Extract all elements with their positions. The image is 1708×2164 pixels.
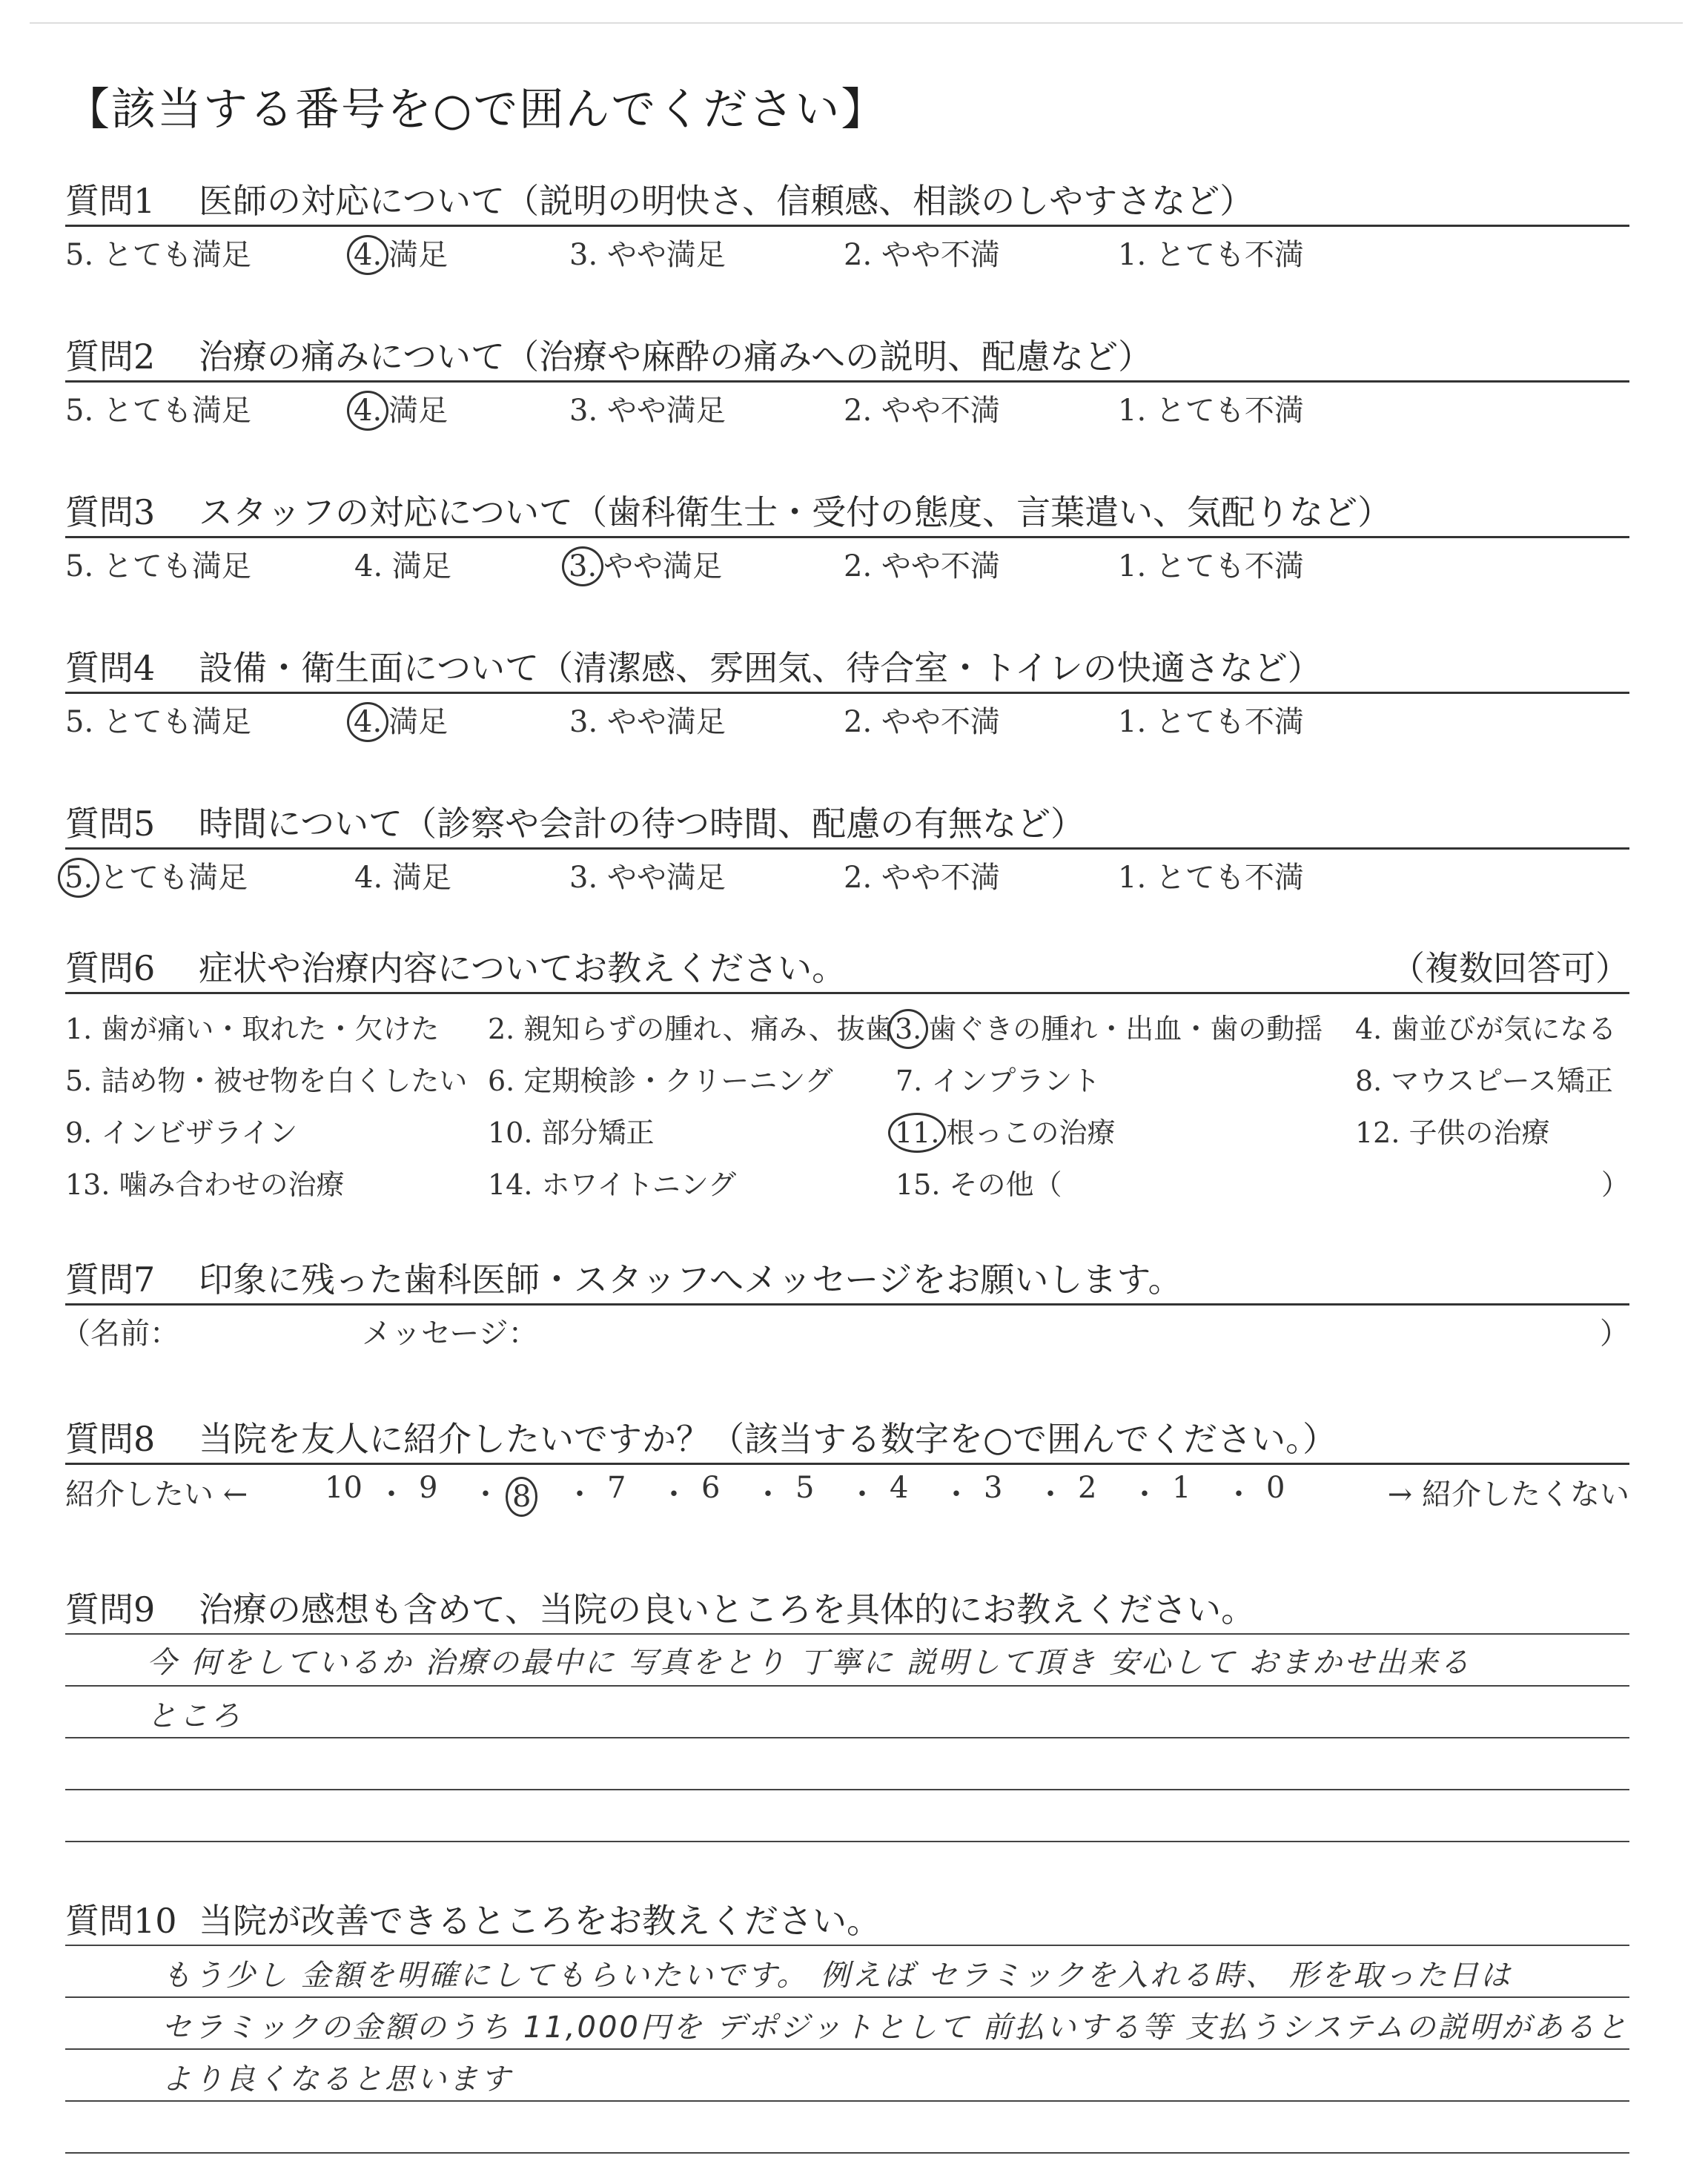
rating-option[interactable]: 2. やや不満 (844, 705, 1000, 739)
question-number: 質問6 (65, 948, 156, 988)
rating-options (65, 227, 1629, 271)
question-text: 当院が改善できるところをお教えください。 (199, 1901, 881, 1941)
scale-separator: ・ (753, 1478, 783, 1512)
rule (65, 2048, 1629, 2050)
question-number: 質問2 (65, 337, 156, 377)
rating-option[interactable]: 3. やや満足 (569, 238, 726, 272)
option-label: やや満足 (603, 549, 723, 583)
question-6 (65, 942, 1629, 1209)
rating-options (65, 383, 1629, 427)
rating-option[interactable]: 1. とても不満 (1118, 394, 1304, 428)
scale-value[interactable]: 4 (890, 1471, 909, 1505)
rating-option[interactable]: 5. とても満足 (65, 705, 251, 739)
question-4 (65, 641, 1629, 738)
option-label: 満足 (388, 705, 448, 739)
rating-option[interactable]: 3. やや満足 (569, 861, 726, 895)
option-label: 歯ぐきの腫れ・出血・歯の動揺 (928, 1013, 1323, 1045)
rating-option-selected[interactable] (354, 387, 448, 431)
symptom-option[interactable]: 6. 定期検診・クリーニング (488, 1065, 833, 1097)
question-8 (65, 1412, 1629, 1512)
rule (65, 2152, 1629, 2154)
rating-option[interactable]: 4. 満足 (354, 861, 451, 895)
scale-value[interactable]: 2 (1078, 1471, 1097, 1505)
scale-separator: ・ (471, 1478, 500, 1512)
option-label: 満足 (388, 394, 448, 428)
rating-option[interactable]: 2. やや不満 (844, 549, 1000, 583)
question-text: 当院を友人に紹介したいですか？（該当する数字を○で囲んでください。） (199, 1419, 1337, 1459)
question-number: 質問4 (65, 648, 156, 688)
symptom-option[interactable]: 14. ホワイトニング (488, 1168, 737, 1201)
right-label: → 紹介したくない (1387, 1478, 1629, 1512)
question-header (65, 486, 1629, 533)
scale-value[interactable]: 10 (325, 1471, 363, 1505)
rule (65, 1633, 1629, 1635)
scale-separator: ・ (941, 1478, 971, 1512)
rating-option-selected[interactable] (354, 698, 448, 742)
scale-separator: ・ (377, 1478, 406, 1512)
rating-options (65, 694, 1629, 738)
question-header (65, 174, 1629, 222)
circle-mark: 5. (58, 858, 99, 898)
answer-area (65, 1942, 1629, 2164)
question-number: 質問1 (65, 181, 156, 221)
rating-option[interactable]: 2. やや不満 (844, 394, 1000, 428)
question-7-header (65, 1253, 1629, 1300)
rating-options (65, 538, 1629, 583)
close-paren: ） (1601, 1168, 1629, 1201)
symptom-option[interactable]: 4. 歯並びが気になる (1355, 1013, 1617, 1045)
handwritten-answer-line: より良くなると思います (162, 2062, 512, 2097)
scale-value[interactable]: 5 (795, 1471, 815, 1505)
question-text: 設備・衛生面について（清潔感、雰囲気、待合室・トイレの快適さなど） (199, 648, 1322, 688)
scale-value[interactable]: 1 (1172, 1471, 1191, 1505)
recommend-scale (65, 1465, 1629, 1512)
symptom-option[interactable]: 12. 子供の治療 (1355, 1116, 1550, 1149)
rule (65, 1996, 1629, 1998)
symptom-options (65, 994, 1629, 1209)
rule (65, 1945, 1629, 1946)
scale-separator: ・ (659, 1478, 689, 1512)
option-label: 満足 (388, 238, 448, 272)
question-8-header (65, 1412, 1629, 1460)
question-header (65, 641, 1629, 689)
rating-option[interactable]: 4. 満足 (354, 549, 451, 583)
handwritten-answer-line: ところ (147, 1699, 242, 1733)
question-number: 質問5 (65, 804, 156, 844)
question-text: 時間について（診察や会計の待つ時間、配慮の有無など） (199, 804, 1085, 844)
circle-mark: 4. (347, 391, 388, 431)
option-label: とても満足 (99, 861, 248, 895)
question-number: 質問8 (65, 1419, 156, 1459)
scale-separator: ・ (1036, 1478, 1065, 1512)
question-header (65, 330, 1629, 377)
circle-mark: 11. (888, 1113, 946, 1153)
symptom-option[interactable]: 1. 歯が痛い・取れた・欠けた (65, 1013, 440, 1045)
question-10-header (65, 1894, 1629, 1942)
question-5 (65, 797, 1629, 894)
question-text: 症状や治療内容についてお教えください。 (199, 948, 847, 988)
question-9 (65, 1583, 1629, 1897)
handwritten-answer-line: 今 何をしているか 治療の最中に 写真をとり 丁寧に 説明して頂き 安心して おまかせ出来る (147, 1646, 1472, 1680)
option-label: 根っこの治療 (946, 1116, 1116, 1149)
symptom-option[interactable]: 5. 詰め物・被せ物を白くしたい (65, 1065, 468, 1097)
symptom-option[interactable]: 2. 親知らずの腫れ、痛み、抜歯 (488, 1013, 893, 1045)
symptom-option[interactable]: 10. 部分矯正 (488, 1116, 655, 1149)
rating-option[interactable]: 3. やや満足 (569, 705, 726, 739)
scale-value[interactable]: 9 (419, 1471, 438, 1505)
rating-option[interactable]: 5. とても満足 (65, 394, 251, 428)
question-header (65, 797, 1629, 844)
rating-option[interactable]: 5. とても満足 (65, 549, 251, 583)
message-fields (61, 1306, 1629, 1351)
circle-mark: 3. (888, 1009, 928, 1049)
rating-option-selected[interactable] (354, 231, 448, 275)
scale-value[interactable]: 7 (607, 1471, 626, 1505)
symptom-option[interactable]: 9. インビザライン (65, 1116, 298, 1149)
symptom-option[interactable]: 8. マウスピース矯正 (1355, 1065, 1613, 1097)
question-3 (65, 486, 1629, 583)
rating-option-selected[interactable] (569, 543, 722, 586)
message-label: メッセージ： (362, 1317, 538, 1351)
symptom-option-selected[interactable] (896, 1110, 1115, 1153)
question-text: 治療の感想も含めて、当院の良いところを具体的にお教えください。 (199, 1589, 1256, 1629)
circle-mark: 3. (562, 546, 603, 586)
symptom-option-selected[interactable] (896, 1006, 1323, 1049)
rating-option[interactable]: 1. とても不満 (1118, 861, 1304, 895)
scale-separator: ・ (565, 1478, 595, 1512)
question-7 (61, 1253, 1629, 1351)
symptom-option[interactable]: 13. 噛み合わせの治療 (65, 1168, 345, 1201)
circle-mark: 4. (347, 235, 388, 275)
scale-value[interactable]: 3 (984, 1471, 1003, 1505)
symptom-option[interactable]: 15. その他（ (896, 1168, 1062, 1201)
left-label: 紹介したい ← (65, 1478, 248, 1512)
scale-separator: ・ (1224, 1478, 1254, 1512)
scale-separator: ・ (1130, 1478, 1159, 1512)
rating-option[interactable]: 5. とても満足 (65, 238, 251, 272)
symptom-option[interactable]: 7. インプラント (896, 1065, 1101, 1097)
scale-value[interactable]: 6 (701, 1471, 721, 1505)
rule (65, 1841, 1629, 1842)
question-text: 治療の痛みについて（治療や麻酔の痛みへの説明、配慮など） (199, 337, 1153, 377)
rating-options (65, 850, 1629, 894)
name-label: （名前： (61, 1317, 179, 1351)
question-text: スタッフの対応について（歯科衛生士・受付の態度、言葉遣い、気配りなど） (199, 492, 1392, 532)
question-10 (65, 1894, 1629, 2164)
question-9-header (65, 1583, 1629, 1630)
question-2 (65, 330, 1629, 427)
rule (65, 1685, 1629, 1687)
rating-option-selected[interactable] (65, 854, 248, 898)
rule (65, 1737, 1629, 1738)
rating-option[interactable]: 2. やや不満 (844, 238, 1000, 272)
handwritten-answer-line: セラミックの金額のうち 11,000円を デポジットとして 前払いする等 支払うシステムの説明があると (162, 2011, 1629, 2045)
question-number: 質問3 (65, 492, 156, 532)
rating-option[interactable]: 2. やや不満 (844, 861, 1000, 895)
answer-area (65, 1630, 1629, 1897)
multiple-answer-note: （複数回答可） (1391, 948, 1629, 988)
question-text: 印象に残った歯科医師・スタッフへメッセージをお願いします。 (199, 1260, 1182, 1300)
close-paren: ） (1600, 1317, 1629, 1351)
scale-separator: ・ (847, 1478, 877, 1512)
rule (65, 1789, 1629, 1790)
rating-option[interactable]: 1. とても不満 (1118, 549, 1304, 583)
scale-value[interactable]: 0 (1266, 1471, 1285, 1505)
circle-mark: 4. (347, 702, 388, 742)
question-number: 質問10 (65, 1901, 177, 1941)
circle-mark: 8 (506, 1477, 537, 1517)
rating-option[interactable]: 3. やや満足 (569, 394, 726, 428)
handwritten-answer-line: もう少し 金額を明確にしてもらいたいです。 例えば セラミックを入れる時、 形を取った日は (162, 1959, 1512, 1993)
rating-option[interactable]: 1. とても不満 (1118, 705, 1304, 739)
rating-option[interactable]: 1. とても不満 (1118, 238, 1304, 272)
question-text: 医師の対応について（説明の明快さ、信頼感、相談のしやすさなど） (199, 181, 1254, 221)
rule (65, 2100, 1629, 2102)
page-title: 【該当する番号を○で囲んでください】 (65, 84, 887, 136)
top-border (30, 22, 1683, 24)
question-number: 質問9 (65, 1589, 156, 1629)
question-1 (65, 174, 1629, 271)
question-number: 質問7 (65, 1260, 156, 1300)
question-6-header (65, 942, 1629, 989)
